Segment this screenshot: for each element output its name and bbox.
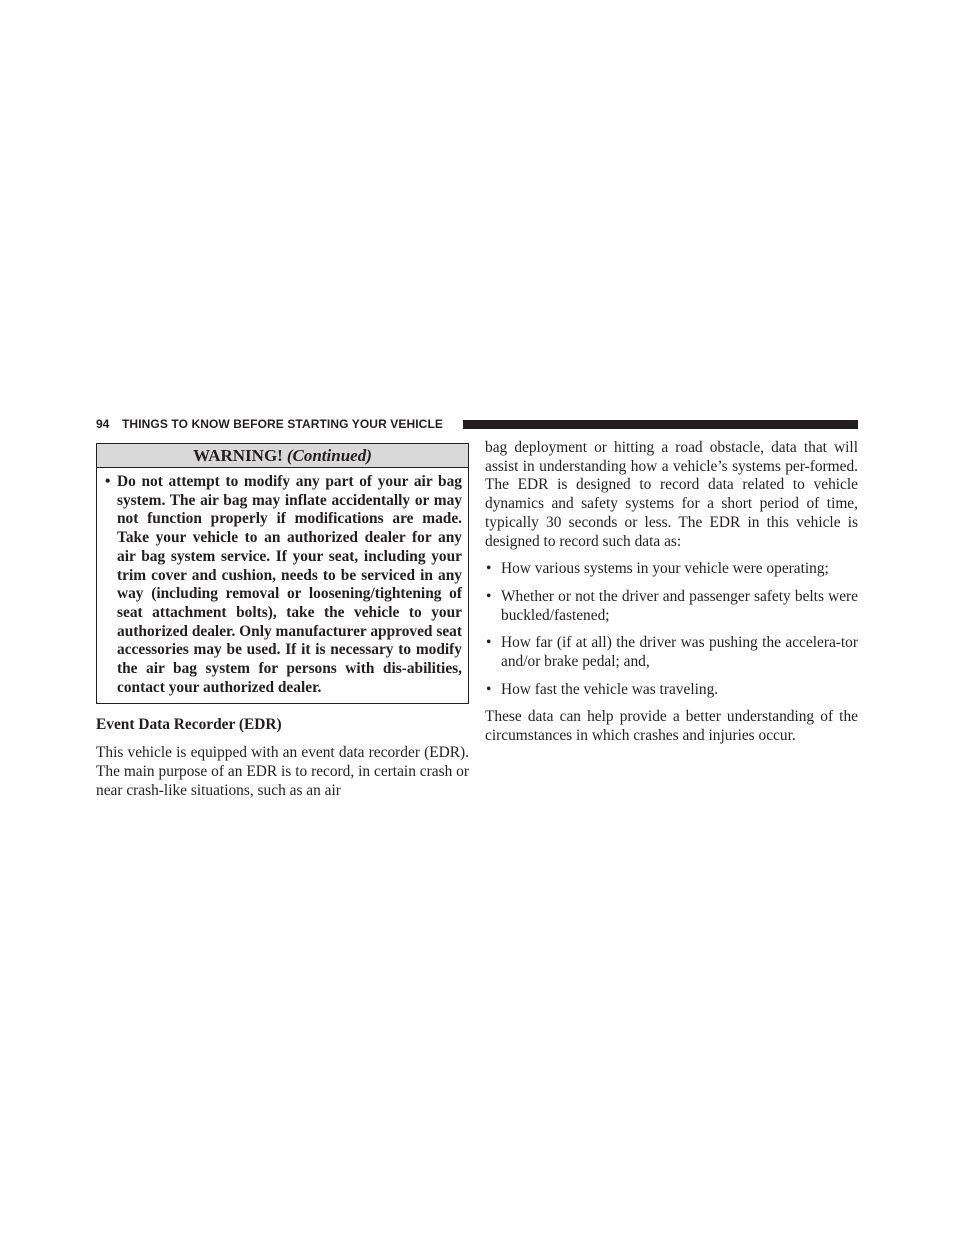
warning-box — [96, 443, 469, 704]
list-item-text: How fast the vehicle was traveling. — [501, 680, 719, 698]
right-column — [485, 439, 858, 746]
list-item — [485, 681, 858, 700]
warning-body — [97, 468, 468, 703]
page-header — [96, 417, 858, 431]
list-item — [485, 588, 858, 625]
warning-title: WARNING! — [193, 446, 283, 465]
bullet-icon: • — [486, 560, 492, 578]
bullet-icon: • — [105, 473, 111, 490]
warning-continued: (Continued) — [286, 446, 372, 465]
warning-item — [103, 473, 462, 697]
edr-data-list — [485, 560, 858, 699]
bullet-icon: • — [486, 634, 492, 652]
list-item-text: Whether or not the driver and passenger safety belts were buckled/fastened; — [501, 587, 858, 624]
list-item-text: How far (if at all) the driver was pushing the accelera-tor and/or brake pedal; and, — [501, 634, 858, 671]
list-item-text: How various systems in your vehicle were operating; — [501, 560, 829, 578]
bullet-icon: • — [486, 587, 492, 605]
section-title: THINGS TO KNOW BEFORE STARTING YOUR VEHICLE — [122, 417, 443, 431]
edr-intro-paragraph: This vehicle is equipped with an event data recorder (EDR). The main purpose of an EDR is to record, in certain crash or near crash-like situations, such as an air — [96, 744, 469, 799]
edr-continued-paragraph: bag deployment or hitting a road obstacle, data that will assist in understanding how a vehicle’s systems per-formed. The EDR is designed to record data related to vehicle dynamics and safety systems for a short period of time, typically 30 seconds or less. The EDR in this vehicle is designed to record such data as: — [485, 439, 858, 550]
edr-heading: Event Data Recorder (EDR) — [96, 716, 282, 734]
left-column — [96, 443, 469, 801]
warning-text: Do not attempt to modify any part of your air bag system. The air bag may inflate accidentally or may not function properly if modifications are made. Take your vehicle to an authorized dealer for any air bag system service. If your seat, including your trim cover and cushion, needs to be serviced in any way (including removal or loosening/tightening of seat attachment bolts), take the vehicle to your authorized dealer. Only manufacturer approved seat accessories may be used. If it is necessary to modify the air bag system for persons with dis-abilities, contact your authorized dealer. — [117, 473, 462, 696]
list-item — [485, 560, 858, 579]
header-rule-bar — [463, 420, 858, 429]
closing-paragraph: These data can help provide a better understanding of the circumstances in which crashes and injuries occur. — [485, 708, 858, 745]
list-item — [485, 634, 858, 671]
bullet-icon: • — [486, 680, 492, 698]
warning-header — [97, 444, 468, 468]
page-number: 94 — [96, 417, 110, 431]
